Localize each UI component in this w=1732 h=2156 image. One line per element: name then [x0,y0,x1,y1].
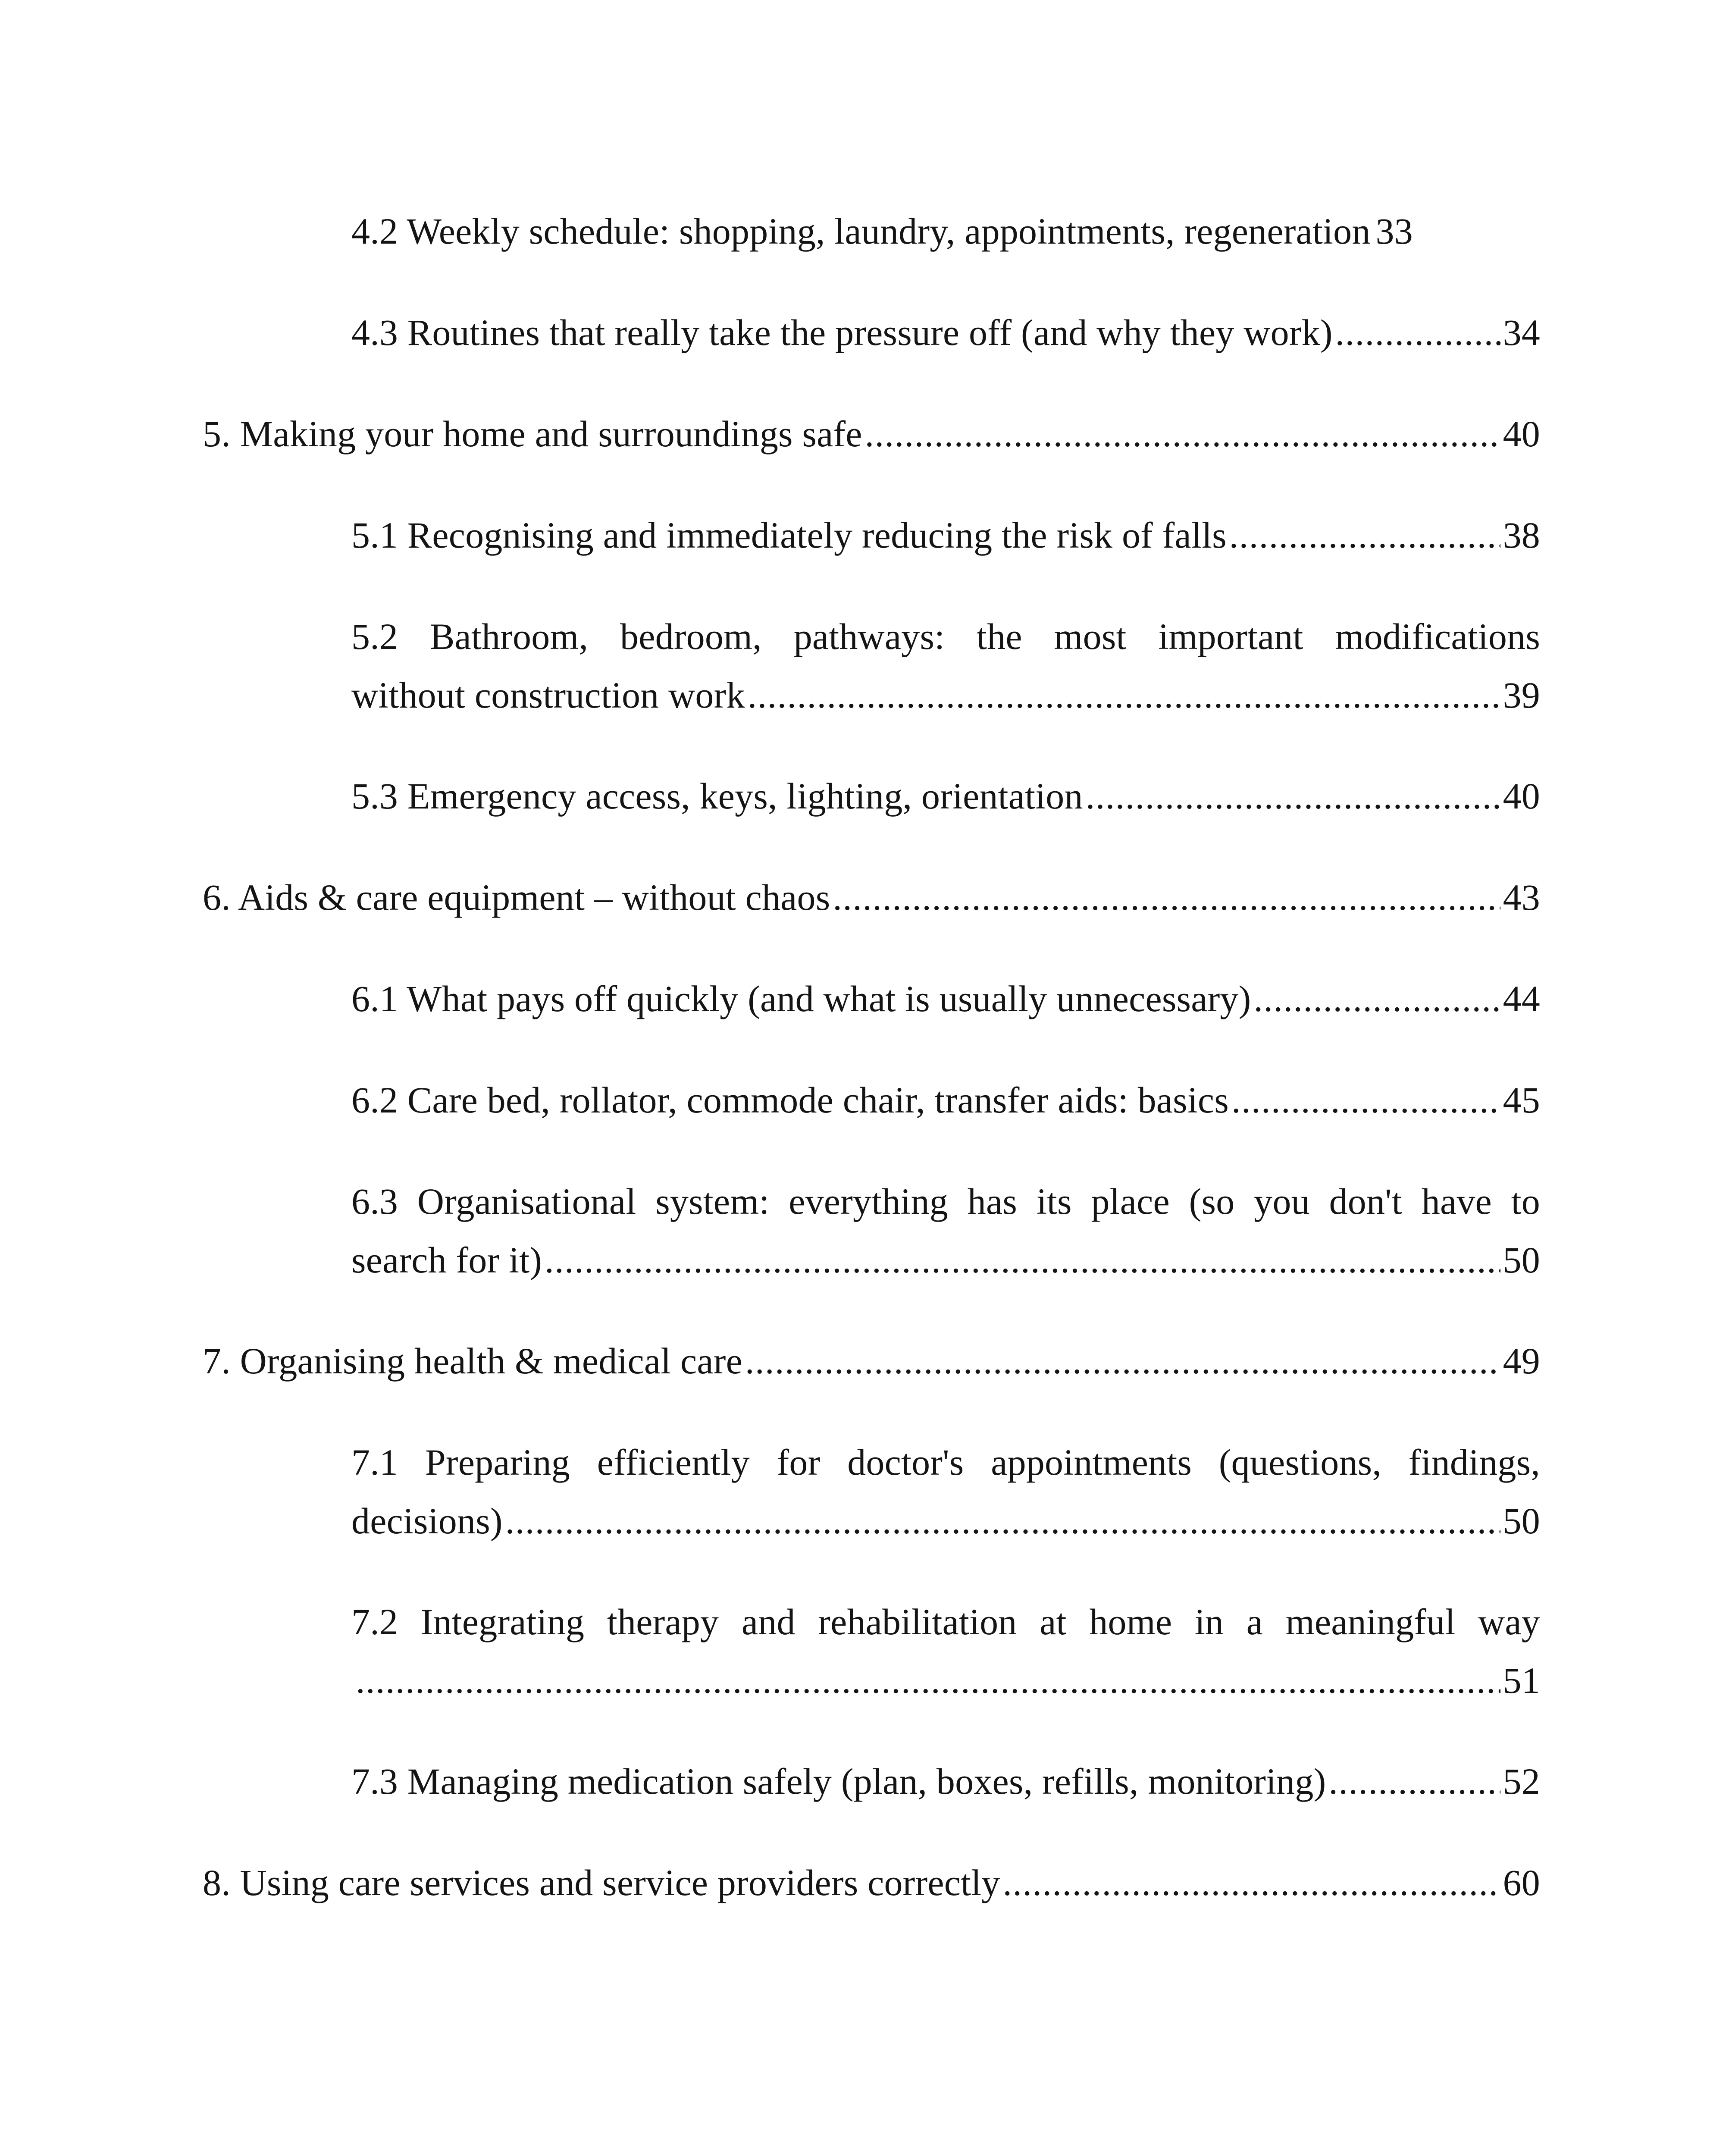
toc-entry-page: 60 [1503,1862,1540,1903]
toc-entry-title-line1: 7.2 Integrating therapy and rehabilitation at home in a meaningful way [351,1601,1540,1642]
toc-entry-7-3 [351,1752,1540,1811]
toc-entry-page: 40 [1503,775,1540,817]
toc-entry-5-2 [351,607,1540,724]
toc-entry-page: 50 [1503,1500,1540,1542]
toc-entry-title: 7. Organising health & medical care [203,1340,742,1382]
toc-entry-page: 49 [1503,1340,1540,1382]
toc-entry-title-line1: 5.2 Bathroom, bedroom, pathways: the most important modifications [351,616,1540,657]
dot-leader [748,666,1500,724]
toc-entry-4-3 [351,303,1540,362]
dot-leader [1231,1071,1500,1129]
toc-entry-6 [203,868,1540,927]
toc-entry-title: search for it) [351,1239,542,1281]
toc-entry-title: 5.1 Recognising and immediately reducing the risk of falls [351,514,1227,556]
toc-entry-6-1 [351,969,1540,1028]
toc-entry-title: 5. Making your home and surroundings safe [203,413,862,454]
dot-leader [1229,506,1500,564]
toc-entry-page: 51 [1503,1660,1540,1701]
toc-entry-4-2 [351,202,1540,260]
toc-entry-5-1 [351,506,1540,564]
toc-entry-title: 8. Using care services and service providers correctly [203,1862,1000,1903]
toc-entry-5-3 [351,767,1540,825]
dot-leader [545,1231,1500,1289]
dot-leader [833,868,1500,927]
toc-entry-title: 4.3 Routines that really take the pressure off (and why they work) [351,312,1333,353]
toc-entry-7 [203,1332,1540,1390]
toc-entry-page: 39 [1503,674,1540,716]
dot-leader [865,404,1500,463]
toc-entry-page: 38 [1503,514,1540,556]
toc-entry-title-line1: 7.1 Preparing efficiently for doctor's appointments (questions, findings, [351,1442,1540,1483]
toc-entry-page: 50 [1503,1239,1540,1281]
toc-entry-7-1 [351,1433,1540,1550]
dot-leader [356,1651,1500,1710]
toc-entry-title: decisions) [351,1500,503,1542]
toc-entry-title: 6.1 What pays off quickly (and what is usually unnecessary) [351,978,1251,1019]
toc-entry-5 [203,404,1540,463]
toc-entry-8 [203,1853,1540,1912]
toc-entry-title: 4.2 Weekly schedule: shopping, laundry, appointments, regeneration [351,210,1371,252]
toc-entry-page: 44 [1503,978,1540,1019]
dot-leader [505,1492,1500,1550]
toc-entry-6-2 [351,1071,1540,1129]
dot-leader [745,1332,1500,1390]
toc-entry-title: 5.3 Emergency access, keys, lighting, orientation [351,775,1083,817]
dot-leader [1328,1752,1500,1811]
toc-entry-title-line1: 6.3 Organisational system: everything has its place (so you don't have to [351,1181,1540,1222]
toc-entry-title: 6. Aids & care equipment – without chaos [203,877,830,918]
toc-entry-7-2 [351,1592,1540,1710]
toc-entry-title: 6.2 Care bed, rollator, commode chair, transfer aids: basics [351,1079,1229,1121]
toc-entry-page: 34 [1503,312,1540,353]
dot-leader [1086,767,1500,825]
toc-entry-page: 52 [1503,1761,1540,1802]
toc-entry-page: 43 [1503,877,1540,918]
dot-leader [1335,303,1500,362]
toc-entry-page: 33 [1375,210,1413,252]
toc-entry-page: 45 [1503,1079,1540,1121]
toc-entry-6-3 [351,1172,1540,1289]
toc-entry-title: without construction work [351,674,745,716]
dot-leader [1002,1853,1500,1912]
toc-entry-title: 7.3 Managing medication safely (plan, boxes, refills, monitoring) [351,1761,1326,1802]
toc-entry-page: 40 [1503,413,1540,454]
dot-leader [1253,969,1500,1028]
